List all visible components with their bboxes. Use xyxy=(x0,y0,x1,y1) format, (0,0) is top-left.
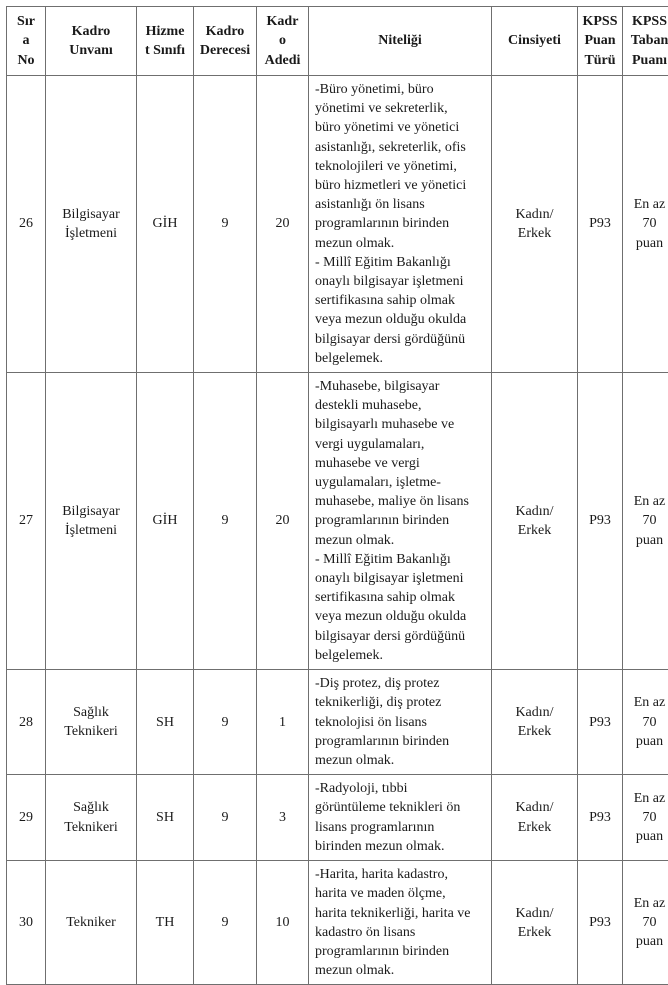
cell-kpss-puan-turu: P93 xyxy=(578,373,623,670)
cell-niteligi-line: bilgisayarlı muhasebe ve xyxy=(315,415,485,434)
cell-kpss-taban-puani-line: 70 xyxy=(623,713,668,732)
cell-niteligi-line: onaylı bilgisayar işletmeni xyxy=(315,272,485,291)
cell-kadro-derecesi: 9 xyxy=(194,373,257,670)
cell-kadro-unvani-line: Tekniker xyxy=(46,913,136,932)
cell-niteligi-line: bilgisayar dersi gördüğünü xyxy=(315,627,485,646)
cell-kadro-adedi: 10 xyxy=(257,861,309,985)
cell-kadro-unvani-line: Teknikeri xyxy=(46,818,136,837)
cell-kpss-taban-puani-line: puan xyxy=(623,932,668,951)
cell-niteligi-line: teknikerliği, diş protez xyxy=(315,693,485,712)
cell-niteligi-line: belgelemek. xyxy=(315,349,485,368)
cell-kadro-unvani-line: İşletmeni xyxy=(46,521,136,540)
cell-hizmet-sinifi: SH xyxy=(137,775,194,861)
header-kpss-puan-turu: KPSS Puan Türü xyxy=(578,7,623,76)
cell-kadro-adedi: 20 xyxy=(257,76,309,373)
cell-cinsiyeti-line: Kadın/ xyxy=(492,205,577,224)
cell-niteligi-line: lisans programlarının xyxy=(315,818,485,837)
cell-cinsiyeti xyxy=(492,373,578,670)
table-row xyxy=(7,775,668,861)
cell-niteligi-line: birinden mezun olmak. xyxy=(315,837,485,856)
table-row xyxy=(7,670,668,775)
cell-kadro-derecesi: 9 xyxy=(194,861,257,985)
header-row xyxy=(7,7,668,76)
cell-niteligi-line: programlarının birinden xyxy=(315,942,485,961)
cell-niteligi-line: teknolojileri ve yönetimi, xyxy=(315,157,485,176)
cell-niteligi-line: görüntüleme teknikleri ön xyxy=(315,798,485,817)
cell-kpss-taban-puani-line: En az xyxy=(623,894,668,913)
cell-niteligi-line: yönetimi ve sekreterlik, xyxy=(315,99,485,118)
cell-niteligi xyxy=(309,373,492,670)
cell-cinsiyeti-line: Erkek xyxy=(492,224,577,243)
cell-hizmet-sinifi: TH xyxy=(137,861,194,985)
cell-cinsiyeti-line: Erkek xyxy=(492,818,577,837)
header-kpss-taban-puani: KPSS Taban Puanı xyxy=(623,7,668,76)
cell-hizmet-sinifi: GİH xyxy=(137,373,194,670)
cell-kadro-adedi: 3 xyxy=(257,775,309,861)
cell-kadro-derecesi: 9 xyxy=(194,775,257,861)
cell-niteligi-line: asistanlığı, sekreterlik, ofis xyxy=(315,138,485,157)
cell-kadro-unvani xyxy=(46,775,137,861)
cell-kadro-derecesi: 9 xyxy=(194,670,257,775)
cell-kpss-taban-puani-line: 70 xyxy=(623,214,668,233)
cell-kadro-adedi: 1 xyxy=(257,670,309,775)
cell-kpss-taban-puani-line: En az xyxy=(623,693,668,712)
cell-niteligi-line: büro yönetimi ve yönetici xyxy=(315,118,485,137)
cell-niteligi-line: vergi uygulamaları, xyxy=(315,435,485,454)
cell-cinsiyeti xyxy=(492,861,578,985)
header-sira: Sır a No xyxy=(7,7,46,76)
cell-niteligi-line: harita ve maden ölçme, xyxy=(315,884,485,903)
cell-niteligi xyxy=(309,76,492,373)
cell-niteligi-line: uygulamaları, işletme- xyxy=(315,473,485,492)
cell-kadro-unvani-line: Teknikeri xyxy=(46,722,136,741)
cell-cinsiyeti-line: Erkek xyxy=(492,722,577,741)
cell-kpss-taban-puani-line: En az xyxy=(623,195,668,214)
cell-hizmet-sinifi: SH xyxy=(137,670,194,775)
kadro-table xyxy=(6,6,668,985)
cell-kpss-taban-puani-line: puan xyxy=(623,531,668,550)
cell-cinsiyeti-line: Erkek xyxy=(492,521,577,540)
cell-kpss-puan-turu: P93 xyxy=(578,76,623,373)
cell-kpss-taban-puani-line: En az xyxy=(623,789,668,808)
cell-niteligi-line: - Millî Eğitim Bakanlığı xyxy=(315,550,485,569)
cell-niteligi-line: muhasebe, maliye ön lisans xyxy=(315,492,485,511)
cell-niteligi-line: asistanlığı ön lisans xyxy=(315,195,485,214)
cell-niteligi-line: harita teknikerliği, harita ve xyxy=(315,904,485,923)
cell-niteligi-line: muhasebe ve vergi xyxy=(315,454,485,473)
cell-kadro-adedi: 20 xyxy=(257,373,309,670)
cell-kpss-puan-turu: P93 xyxy=(578,861,623,985)
cell-niteligi-line: veya mezun olduğu okulda xyxy=(315,310,485,329)
cell-kadro-unvani xyxy=(46,670,137,775)
cell-niteligi-line: programlarının birinden xyxy=(315,511,485,530)
cell-niteligi-line: -Harita, harita kadastro, xyxy=(315,865,485,884)
cell-cinsiyeti-line: Kadın/ xyxy=(492,798,577,817)
table-row xyxy=(7,861,668,985)
header-niteligi: Niteliği xyxy=(309,7,492,76)
cell-niteligi-line: programlarının birinden xyxy=(315,214,485,233)
cell-kpss-taban-puani-line: puan xyxy=(623,732,668,751)
cell-sira: 28 xyxy=(7,670,46,775)
table-row xyxy=(7,76,668,373)
cell-niteligi-line: programlarının birinden xyxy=(315,732,485,751)
cell-niteligi-line: mezun olmak. xyxy=(315,961,485,980)
cell-niteligi-line: -Radyoloji, tıbbi xyxy=(315,779,485,798)
cell-niteligi-line: -Muhasebe, bilgisayar xyxy=(315,377,485,396)
cell-kadro-unvani-line: Bilgisayar xyxy=(46,205,136,224)
cell-niteligi-line: mezun olmak. xyxy=(315,531,485,550)
cell-kpss-taban-puani xyxy=(623,373,668,670)
header-hizmet-sinifi: Hizme t Sınıfı xyxy=(137,7,194,76)
cell-kpss-taban-puani xyxy=(623,76,668,373)
cell-niteligi-line: mezun olmak. xyxy=(315,751,485,770)
cell-niteligi-line: sertifikasına sahip olmak xyxy=(315,291,485,310)
cell-niteligi-line: mezun olmak. xyxy=(315,234,485,253)
header-kadro-derecesi: Kadro Derecesi xyxy=(194,7,257,76)
cell-kpss-taban-puani-line: puan xyxy=(623,827,668,846)
cell-niteligi xyxy=(309,861,492,985)
cell-cinsiyeti xyxy=(492,76,578,373)
cell-kpss-taban-puani-line: En az xyxy=(623,492,668,511)
cell-niteligi-line: kadastro ön lisans xyxy=(315,923,485,942)
cell-niteligi-line: onaylı bilgisayar işletmeni xyxy=(315,569,485,588)
cell-kadro-unvani-line: Sağlık xyxy=(46,703,136,722)
cell-niteligi-line: -Diş protez, diş protez xyxy=(315,674,485,693)
cell-kpss-puan-turu: P93 xyxy=(578,670,623,775)
cell-kadro-unvani-line: Bilgisayar xyxy=(46,502,136,521)
header-kadro-unvani: Kadro Unvanı xyxy=(46,7,137,76)
table-body xyxy=(7,76,668,985)
table-row xyxy=(7,373,668,670)
cell-niteligi-line: belgelemek. xyxy=(315,646,485,665)
cell-kpss-taban-puani xyxy=(623,775,668,861)
cell-kadro-unvani-line: İşletmeni xyxy=(46,224,136,243)
cell-kadro-unvani xyxy=(46,76,137,373)
cell-hizmet-sinifi: GİH xyxy=(137,76,194,373)
cell-cinsiyeti-line: Erkek xyxy=(492,923,577,942)
cell-kadro-unvani-line: Sağlık xyxy=(46,798,136,817)
cell-cinsiyeti-line: Kadın/ xyxy=(492,502,577,521)
cell-kpss-taban-puani xyxy=(623,861,668,985)
header-cinsiyeti: Cinsiyeti xyxy=(492,7,578,76)
cell-cinsiyeti xyxy=(492,670,578,775)
cell-cinsiyeti-line: Kadın/ xyxy=(492,904,577,923)
cell-kpss-taban-puani-line: 70 xyxy=(623,808,668,827)
cell-sira: 26 xyxy=(7,76,46,373)
cell-kpss-taban-puani xyxy=(623,670,668,775)
cell-niteligi xyxy=(309,775,492,861)
cell-kadro-derecesi: 9 xyxy=(194,76,257,373)
header-kadro-adedi: Kadr o Adedi xyxy=(257,7,309,76)
cell-kpss-taban-puani-line: 70 xyxy=(623,511,668,530)
cell-niteligi-line: teknolojisi ön lisans xyxy=(315,713,485,732)
cell-cinsiyeti-line: Kadın/ xyxy=(492,703,577,722)
cell-niteligi xyxy=(309,670,492,775)
cell-niteligi-line: - Millî Eğitim Bakanlığı xyxy=(315,253,485,272)
cell-kpss-taban-puani-line: 70 xyxy=(623,913,668,932)
cell-kpss-taban-puani-line: puan xyxy=(623,234,668,253)
cell-sira: 27 xyxy=(7,373,46,670)
cell-niteligi-line: büro hizmetleri ve yönetici xyxy=(315,176,485,195)
cell-kpss-puan-turu: P93 xyxy=(578,775,623,861)
cell-niteligi-line: -Büro yönetimi, büro xyxy=(315,80,485,99)
cell-sira: 30 xyxy=(7,861,46,985)
cell-sira: 29 xyxy=(7,775,46,861)
cell-niteligi-line: destekli muhasebe, xyxy=(315,396,485,415)
cell-niteligi-line: bilgisayar dersi gördüğünü xyxy=(315,330,485,349)
cell-cinsiyeti xyxy=(492,775,578,861)
cell-kadro-unvani xyxy=(46,373,137,670)
cell-niteligi-line: veya mezun olduğu okulda xyxy=(315,607,485,626)
cell-kadro-unvani xyxy=(46,861,137,985)
cell-niteligi-line: sertifikasına sahip olmak xyxy=(315,588,485,607)
